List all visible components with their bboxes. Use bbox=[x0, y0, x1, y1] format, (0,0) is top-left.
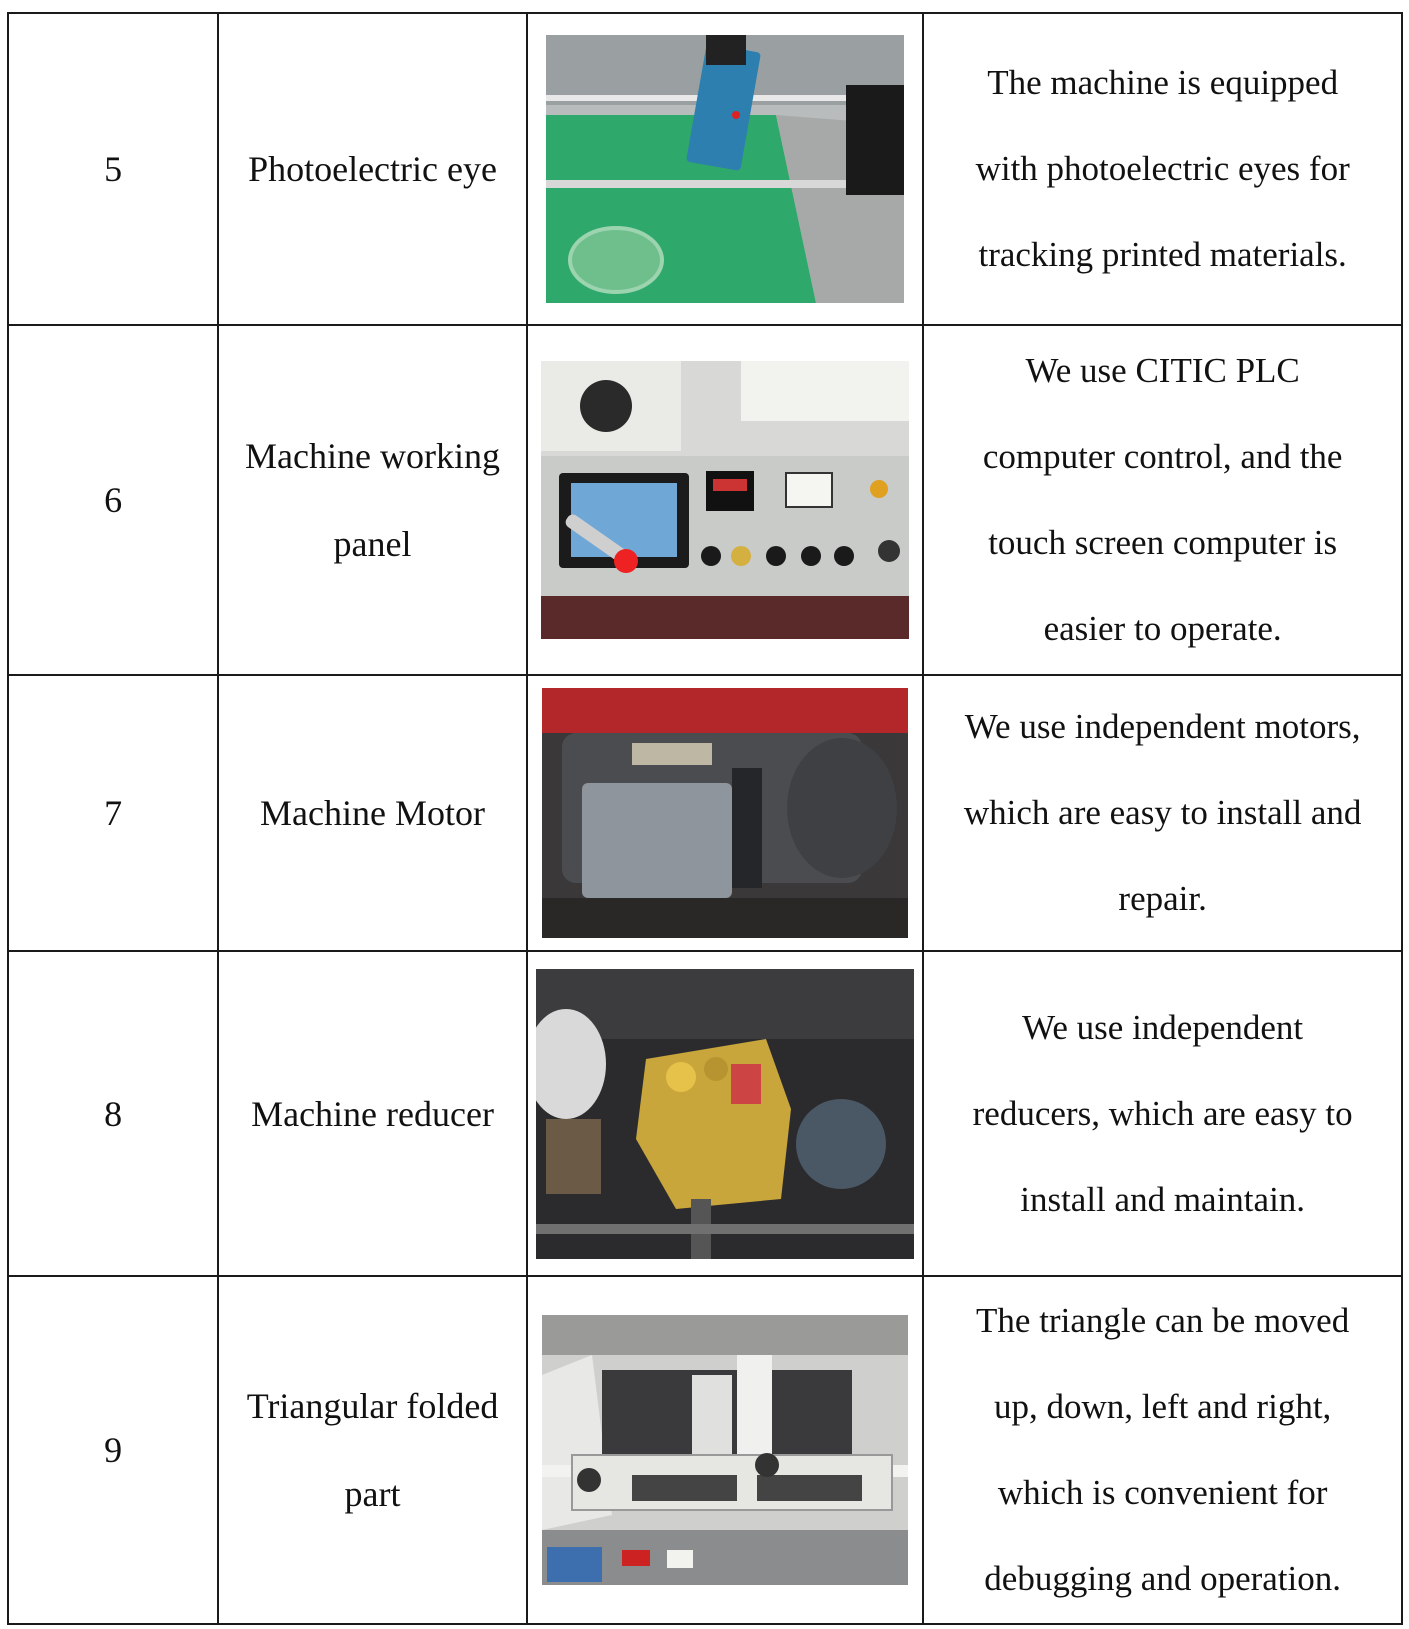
description-line: which are easy to install and bbox=[963, 793, 1362, 832]
part-name-line: Machine working bbox=[245, 436, 500, 476]
part-name-line: Machine Motor bbox=[260, 793, 485, 833]
row-number: 8 bbox=[8, 951, 218, 1276]
description-line: The machine is equipped bbox=[987, 63, 1339, 102]
part-name-line: panel bbox=[333, 524, 412, 564]
reducer-photo bbox=[536, 969, 914, 1259]
photo-cell bbox=[527, 325, 924, 675]
part-name-line: part bbox=[344, 1474, 401, 1514]
part-description bbox=[923, 1276, 1402, 1624]
description-line: repair. bbox=[1118, 879, 1207, 918]
part-name-line: Triangular folded bbox=[246, 1386, 499, 1426]
photoelectric-eye-photo bbox=[546, 35, 904, 303]
description-line: computer control, and the bbox=[982, 437, 1343, 476]
row-number: 6 bbox=[8, 325, 218, 675]
photo-cell bbox=[527, 1276, 924, 1624]
table-row bbox=[8, 1276, 1402, 1624]
photo-cell bbox=[527, 13, 924, 325]
description-line: touch screen computer is bbox=[988, 523, 1338, 562]
part-description bbox=[923, 951, 1402, 1276]
part-name bbox=[218, 1276, 526, 1624]
triangle-fold-photo bbox=[542, 1315, 908, 1585]
description-line: which is convenient for bbox=[997, 1473, 1328, 1512]
photo-cell bbox=[527, 951, 924, 1276]
part-name bbox=[218, 325, 526, 675]
description-line: debugging and operation. bbox=[984, 1559, 1341, 1598]
part-name-line: Photoelectric eye bbox=[248, 149, 497, 189]
photo-cell bbox=[527, 675, 924, 951]
part-description bbox=[923, 675, 1402, 951]
description-line: We use CITIC PLC bbox=[1025, 351, 1300, 390]
table-row bbox=[8, 951, 1402, 1276]
description-line: with photoelectric eyes for bbox=[975, 149, 1350, 188]
row-number: 7 bbox=[8, 675, 218, 951]
description-line: tracking printed materials. bbox=[978, 235, 1347, 274]
table-row bbox=[8, 325, 1402, 675]
part-description bbox=[923, 325, 1402, 675]
part-name bbox=[218, 951, 526, 1276]
description-line: up, down, left and right, bbox=[993, 1387, 1332, 1426]
part-name-line: Machine reducer bbox=[251, 1093, 494, 1134]
description-line: We use independent bbox=[1022, 1007, 1304, 1047]
description-line: We use independent motors, bbox=[964, 707, 1361, 746]
table-row bbox=[8, 13, 1402, 325]
description-line: reducers, which are easy to bbox=[972, 1093, 1353, 1133]
row-number: 9 bbox=[8, 1276, 218, 1624]
part-description bbox=[923, 13, 1402, 325]
description-line: easier to operate. bbox=[1043, 609, 1282, 648]
description-line: The triangle can be moved bbox=[976, 1301, 1350, 1340]
control-panel-photo bbox=[541, 361, 909, 639]
row-number: 5 bbox=[8, 13, 218, 325]
table-row bbox=[8, 675, 1402, 951]
motor-photo bbox=[542, 688, 908, 938]
part-name bbox=[218, 675, 526, 951]
description-line: install and maintain. bbox=[1020, 1179, 1306, 1219]
spec-table bbox=[7, 12, 1403, 1625]
part-name bbox=[218, 13, 526, 325]
